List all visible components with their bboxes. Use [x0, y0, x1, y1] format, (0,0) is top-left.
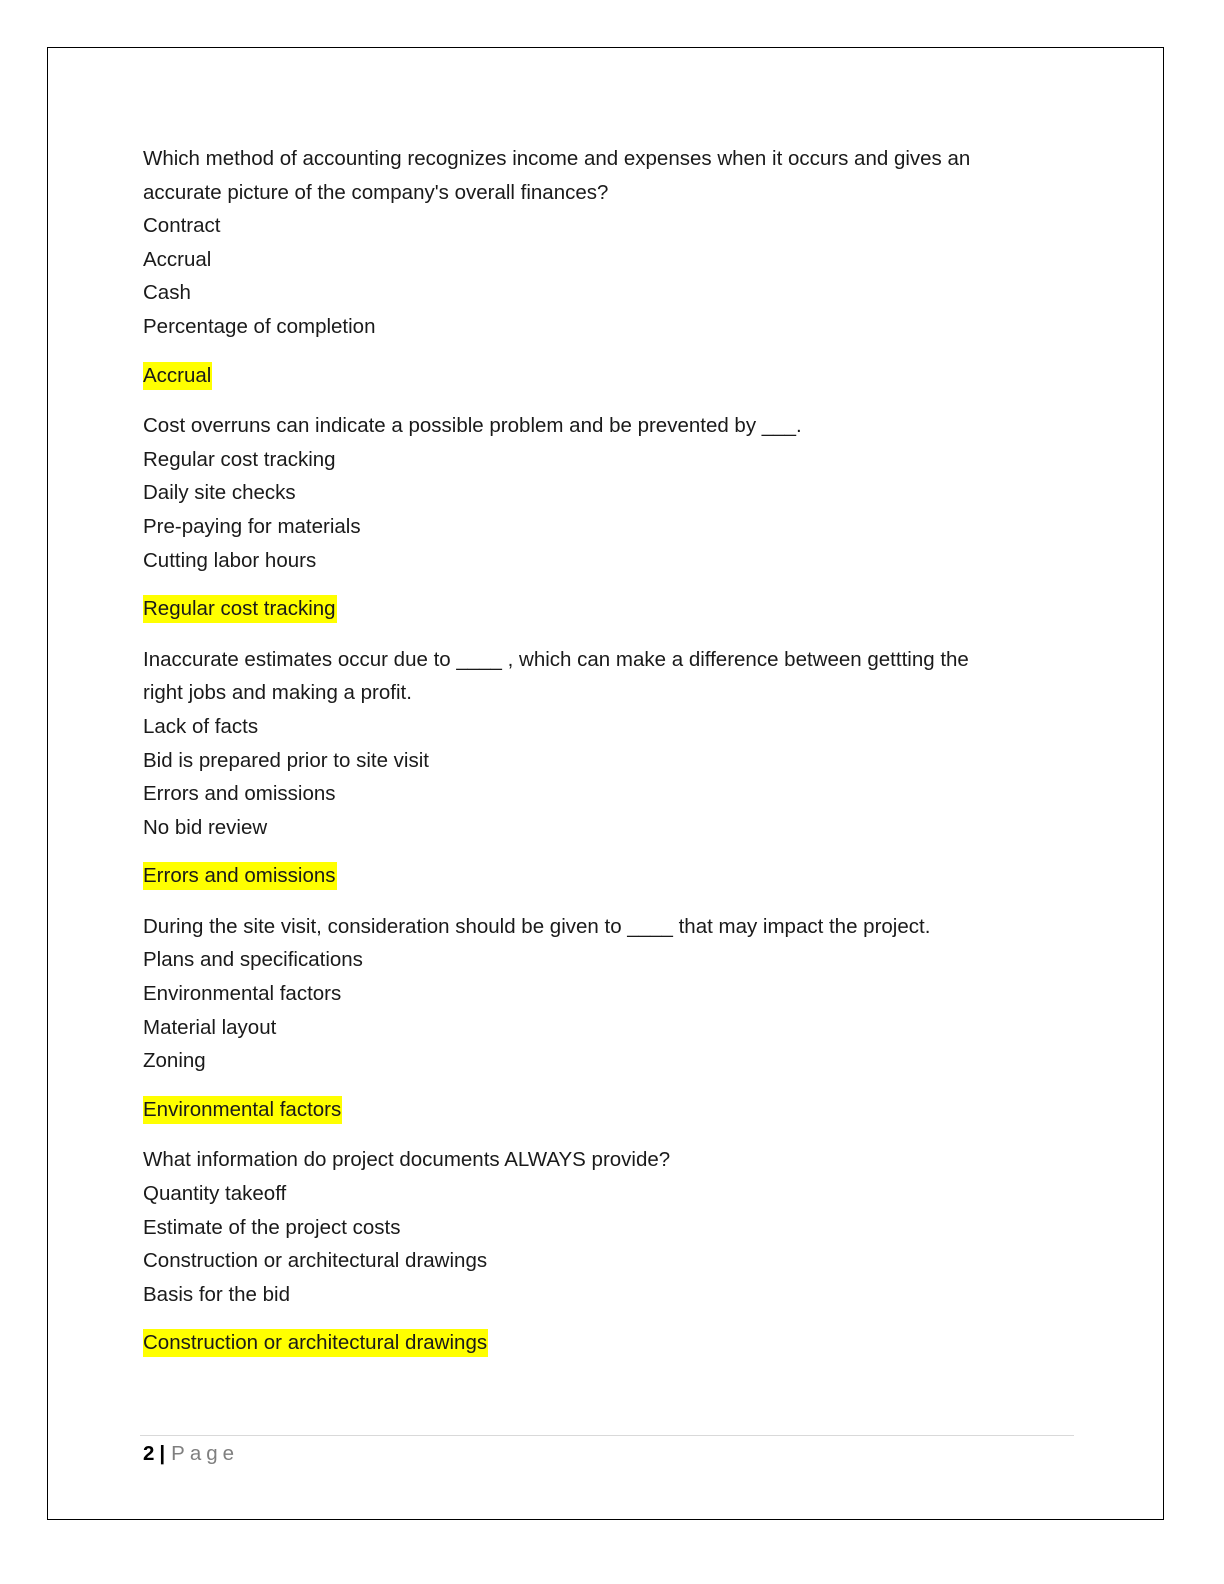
page-label: Page	[171, 1442, 240, 1465]
option-item: Percentage of completion	[143, 314, 376, 338]
option-item: Estimate of the project costs	[143, 1215, 401, 1239]
question-text	[143, 409, 1043, 443]
question-block	[143, 409, 1043, 628]
page-number: 2	[143, 1442, 155, 1465]
question-text	[143, 910, 1043, 944]
option-item: Daily site checks	[143, 481, 296, 505]
footer-divider	[140, 1435, 1074, 1436]
question-line: What information do project documents ALWAYS provide?	[143, 1148, 671, 1172]
question-line: accurate picture of the company's overall finances?	[143, 180, 609, 204]
page-footer	[143, 1440, 239, 1468]
highlighted-answer: Construction or architectural drawings	[143, 1329, 488, 1357]
option-item: Errors and omissions	[143, 782, 336, 806]
question-block	[143, 1143, 1043, 1362]
question-line: Inaccurate estimates occur due to ____ , which can make a difference between gettting the	[143, 647, 969, 671]
footer-separator: |	[159, 1442, 166, 1465]
option-item: Zoning	[143, 1049, 206, 1073]
option-item: Bid is prepared prior to site visit	[143, 748, 429, 772]
answer-line	[143, 1326, 1043, 1362]
question-block	[143, 142, 1043, 394]
highlighted-answer: Accrual	[143, 362, 212, 390]
question-text	[143, 643, 1043, 710]
option-item: Contract	[143, 214, 221, 238]
question-line: Cost overruns can indicate a possible problem and be prevented by ___.	[143, 414, 802, 438]
question-line: During the site visit, consideration should be given to ____ that may impact the project.	[143, 914, 931, 938]
highlighted-answer: Regular cost tracking	[143, 595, 337, 623]
highlighted-answer: Errors and omissions	[143, 862, 337, 890]
answer-line	[143, 592, 1043, 628]
option-item: Regular cost tracking	[143, 447, 336, 471]
option-item: Pre-paying for materials	[143, 514, 361, 538]
option-item: Environmental factors	[143, 982, 342, 1006]
answer-line	[143, 859, 1043, 895]
question-line: Which method of accounting recognizes income and expenses when it occurs and gives an	[143, 147, 971, 170]
question-text	[143, 1143, 1043, 1177]
option-item: Lack of facts	[143, 714, 259, 738]
option-item: Construction or architectural drawings	[143, 1249, 488, 1273]
option-item: Material layout	[143, 1015, 277, 1039]
answer-line	[143, 1093, 1043, 1129]
option-item: Accrual	[143, 247, 212, 271]
question-block	[143, 910, 1043, 1129]
option-item: Cash	[143, 281, 191, 305]
document-body	[143, 142, 1043, 1377]
question-text	[143, 142, 1043, 209]
option-item: Plans and specifications	[143, 948, 363, 972]
option-item: No bid review	[143, 815, 268, 839]
option-item: Quantity takeoff	[143, 1182, 287, 1206]
highlighted-answer: Environmental factors	[143, 1096, 342, 1124]
option-item: Basis for the bid	[143, 1282, 290, 1306]
option-item: Cutting labor hours	[143, 548, 317, 572]
question-line: right jobs and making a profit.	[143, 681, 412, 705]
question-block	[143, 643, 1043, 895]
answer-line	[143, 359, 1043, 395]
